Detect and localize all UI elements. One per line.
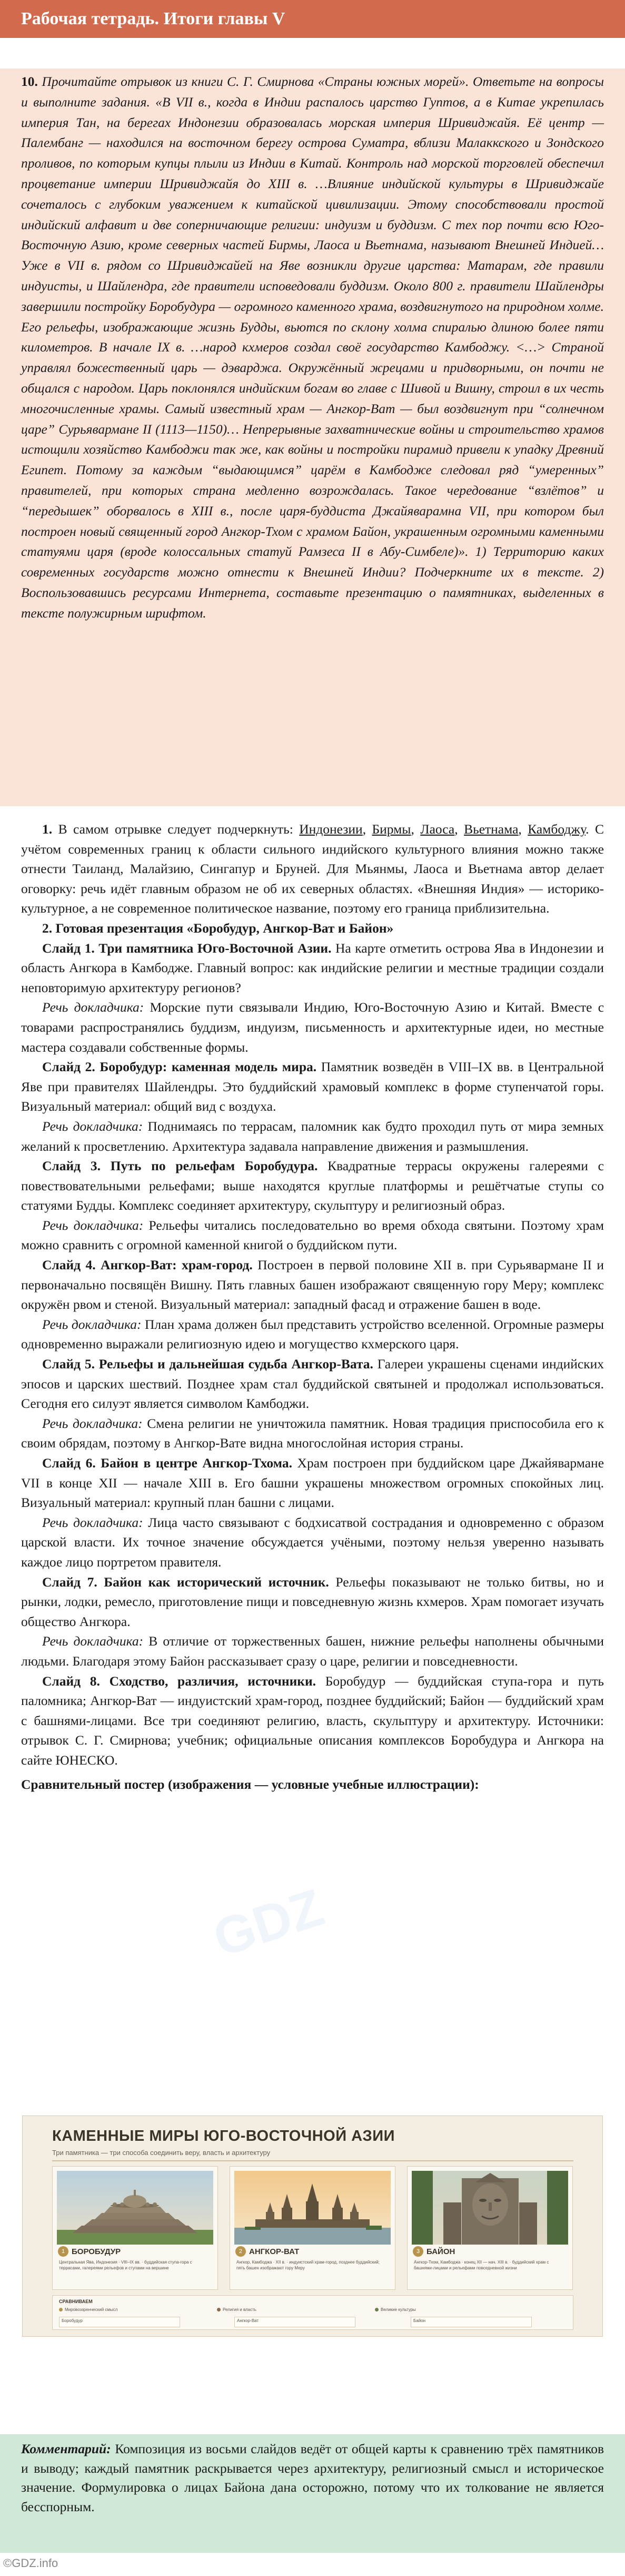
card-name: БАЙОН bbox=[426, 2247, 455, 2256]
borobudur-illustration bbox=[57, 2171, 213, 2245]
comment-box bbox=[0, 2434, 625, 2553]
card-number: 1 bbox=[58, 2246, 68, 2257]
slide-1: Слайд 1. Три памятника Юго-Восточной Азии. На карте отметить острова Ява в Индонезии и область Ангкора в Камбодже. Главный вопрос: как индийские религии и местные традиции создали неповторимую архитектуру регионов? bbox=[21, 940, 604, 995]
card-description: Ангкор, Камбоджа · XII в. · индуистский храм-город, позднее буддийский; пять башен изображают гору Меру bbox=[236, 2260, 380, 2270]
compare-cell: Ангкор-Ват bbox=[234, 2317, 355, 2327]
country-vietnam: Вьетнама bbox=[464, 821, 519, 837]
slide-8: Слайд 8. Сходство, различия, источники. Боробудур — буддийская ступа-гора и путь паломника; Ангкор-Ват — индуистский храм-город, позднее буддийский; Байон — буддийский храм с башнями-лицами. Все три соединяют религию, власть, скульптуру и архитектуру. Источники: отрывок С. Г. Смирнова; учебник; официальные описания комплексов Боробудура и Ангкора на сайте ЮНЕСКО. bbox=[21, 1673, 604, 1768]
card-number: 3 bbox=[413, 2246, 423, 2257]
speech-4: Речь докладчика: План храма должен был представить устройство вселенной. Огромные размеры одновременно выражали религиозную идею и могущество кхмерского царя. bbox=[21, 1316, 604, 1352]
task-body: Прочитайте отрывок из книги С. Г. Смирнова «Страны южных морей». Ответьте на вопросы и выполните задания. «В VII в., когда в Индии распалось царство Гуптов, а в Китае укрепилась империя Тан, на берегах Индонезии образовалась морская империя Шривиджайя. Её центр — Палембанг — находился на восточном берегу острова Суматра, вблизи Малаккского и Зондского проливов, по которым купцы плыли из Индии в Китай. Контроль над морской торговлей обеспечил процветание империи Шривиджайя до XIII в. …Влияние индийской культуры в Шривиджайе сочеталось с глубоким уважением к китайской цивилизации. Этому способствовали простой индийский алфавит и две соперничающие религии: индуизм и буддизм. С тех пор почти всю Юго-Восточную Азию, кроме северных частей Бирмы, Лаоса и Вьетнама, называют Внешней Индией… Уже в VII в. рядом со Шривиджайей на Яве возникли другие царства: Матарам, где правили индуисты, и Шайлендра, где правители исповедовали буддизм. Около 800 г. правители Шайлендры завершили постройку Боробудура — огромного каменного храма, воздвигнутого на природном холме. Его рельефы, изображающие жизнь Будды, вьются по склону холма спиралью длиною более пяти километров. В начале IX в. …народ кхмеров создал своё государство Камбоджу. <…> Страной управлял божественный царь — дэварджа. Окружённый жрецами и придворными, он почти не общался с народом. Царь поклонялся индийским богам во главе с Шивой и Вишну, строил в их честь многочисленные храмы. Самый известный храм — Ангкор-Ват — был воздвигнут при “солнечном царе” Сурьявармане II (1113—1150)… Непрерывные захватнические войны и строительство храмов истощили хозяйство Камбоджи так же, как войны и постройки пирамид привели к упадку Древний Египет. Потому за каждым “выдающимся” царём в Камбодже следовал ряд “умеренных” правителей, при которых страна медленно возрождалась. Такое чередование “взлётов” и “передышек” оборвалось в XIII в., после царя-буддиста Джайяварамна VII, при котором был построен новый священный город Ангкор-Тхом с храмом Байон, украшенным огромными каменными статуями царя (вроде колоссальных статуй Рамзеса II в Абу-Симбеле)». 1) Территорию каких современных государств можно отнести к Внешней Индии? Подчеркните их в тексте. 2) Воспользовавшись ресурсами Интернета, составьте презентацию о памятниках, выделенных в тексте полужирным шрифтом. bbox=[21, 74, 604, 621]
card-number: 2 bbox=[235, 2246, 246, 2257]
task-box bbox=[0, 68, 625, 806]
slide-6: Слайд 6. Байон в центре Ангкор-Тхома. Храм построен при буддийском царе Джайявармане VII в конце XII — начале XIII в. Его башни украшены множеством огромных спокойных лиц. Визуальный материал: крупный план башни с лицами. bbox=[21, 1455, 604, 1511]
comment-text: Композиция из восьми слайдов ведёт от общей карты к сравнению трёх памятников и выводу; каждый памятник раскрывается через архитектуру, религиозный смысл и историческое значение. Формулировка о лицах Байона дана осторожно, потому что их толкование не является бесспорным. bbox=[21, 2441, 604, 2514]
compare-panel bbox=[52, 2295, 573, 2330]
slide-2: Слайд 2. Боробудур: каменная модель мира. Памятник возведён в VIII–IX вв. в Центральной Яве при правителях Шайлендры. Это буддийский храмовый комплекс в форме ступенчатой горы. Визуальный материал: общий вид с воздуха. bbox=[21, 1059, 604, 1114]
comparison-poster bbox=[22, 2115, 603, 2337]
legend-item: Великие культуры bbox=[375, 2307, 416, 2312]
comment-label: Комментарий: bbox=[21, 2441, 111, 2456]
card-name: БОРОБУДУР bbox=[72, 2247, 121, 2256]
legend-dot-icon bbox=[59, 2308, 63, 2311]
card-description: Центральная Ява, Индонезия · VIII–IX вв. · буддийская ступа-гора с террасами, галереями рельефов и ступами на вершине bbox=[59, 2260, 192, 2270]
poster-card-bayon bbox=[407, 2166, 573, 2290]
card-description: Ангкор-Тхом, Камбоджа · конец XII — нач. XIII в. · буддийский храм с башнями-лицами и рельефами повседневной жизни bbox=[414, 2260, 549, 2270]
compare-legend bbox=[59, 2307, 570, 2315]
slide-5: Слайд 5. Рельефы и дальнейшая судьба Ангкор-Вата. Галереи украшены сценами индийских эпосов и царских шествий. Позднее храм стал буддийской святыней и продолжал использоваться. Сегодня его силуэт является символом Камбоджи. bbox=[21, 1356, 604, 1412]
compare-cell: Боробудур bbox=[59, 2317, 180, 2327]
slide-4: Слайд 4. Ангкор-Ват: храм-город. Построен в первой половине XII в. при Сурьявармане II и первоначально посвящён Вишну. Пять главных башен изображают священную гору Меру; комплекс окружён рвом и стеной. Визуальный материал: западный фасад и отражение башен в воде. bbox=[21, 1257, 604, 1313]
header-bar bbox=[0, 0, 625, 38]
poster-card-angkor-wat bbox=[230, 2166, 395, 2290]
speech-6: Речь докладчика: Лица часто связывают с бодхисатвой сострадания и одновременно с образом царской власти. Их точное значение обсуждается учёными, поэтому нельзя уверенно называть каждое лицо портретом правителя. bbox=[21, 1514, 604, 1570]
task-text bbox=[21, 72, 604, 624]
answer-p2: 2. Готовая презентация «Боробудур, Ангкор-Ват и Байон» bbox=[42, 920, 394, 936]
footer-credit: ©GDZ.info bbox=[3, 2557, 58, 2570]
legend-dot-icon bbox=[217, 2308, 221, 2311]
country-laos: Лаоса bbox=[420, 821, 455, 837]
poster-card-borobudur bbox=[52, 2166, 218, 2290]
task-number: 10. bbox=[21, 74, 38, 89]
poster-subtitle: Три памятника — три способа соединить веру, власть и архитектуру bbox=[52, 2149, 271, 2157]
speech-2: Речь докладчика: Поднимаясь по террасам, паломник как будто проходил путь от мира земных желаний к просветлению. Архитектура задавала направление движения и размышления. bbox=[21, 1118, 604, 1154]
angkor-wat-illustration bbox=[234, 2171, 391, 2245]
poster-caption: Сравнительный постер (изображения — условные учебные иллюстрации): bbox=[21, 1776, 479, 1792]
speech-3: Речь докладчика: Рельефы читались последовательно во время обхода святыни. Поэтому храм можно сравнить с огромной каменной книгой о буддийском пути. bbox=[21, 1217, 604, 1253]
watermark: GDZ bbox=[206, 1877, 331, 1968]
slide-3: Слайд 3. Путь по рельефам Боробудура. Квадратные террасы окружены галереями с повествовательными рельефами; выше находятся круглые платформы и решётчатые ступы со статуями Будды. Комплекс соединяет архитектуру, скульптуру и религиозный образ. bbox=[21, 1158, 604, 1213]
compare-title: СРАВНИВАЕМ bbox=[59, 2299, 93, 2304]
page-title: Рабочая тетрадь. Итоги главы V bbox=[21, 9, 285, 28]
speech-5: Речь докладчика: Смена религии не уничтожила памятник. Новая традиция приспособила его к своим обрядам, поэтому в Ангкор-Вате видна многослойная история страны. bbox=[21, 1415, 604, 1451]
country-burma: Бирмы bbox=[372, 821, 411, 837]
country-cambodia: Камбоджу bbox=[528, 821, 586, 837]
poster-title: КАМЕННЫЕ МИРЫ ЮГО-ВОСТОЧНОЙ АЗИИ bbox=[52, 2128, 395, 2144]
legend-item: Религия и власть bbox=[217, 2307, 256, 2312]
compare-cell: Байон bbox=[411, 2317, 532, 2327]
poster-divider bbox=[52, 2160, 573, 2161]
answer-section bbox=[0, 819, 625, 1794]
card-name: АНГКОР-ВАТ bbox=[249, 2247, 300, 2256]
country-indonesia: Индонезии bbox=[299, 821, 363, 837]
slide-7: Слайд 7. Байон как исторический источник. Рельефы показывают не только битвы, но и рынки, лодки, ремесло, приготовление пищи и повседневную жизнь кхмеров. Храм помогает изучать общество Ангкора. bbox=[21, 1574, 604, 1629]
speech-7: Речь докладчика: В отличие от торжественных башен, нижние рельефы наполнены обычными людьми. Благодаря этому Байон рассказывает сразу о царе, религии и повседневности. bbox=[21, 1633, 604, 1669]
bayon-illustration bbox=[412, 2171, 568, 2245]
answer-p1: 1. В самом отрывке следует подчеркнуть: Индонезии, Бирмы, Лаоса, Вьетнама, Камбоджу. С учётом современных границ к области сильного индийского культурного влияния можно также отнести Таиланд, Малайзию, Сингапур и Бруней. Для Мьянмы, Лаоса и Вьетнама автор делает оговорку: речь идёт главным образом не об их северных областях. «Внешняя Индия» — историко-культурное, а не современное политическое название, поэтому его граница приблизительна. bbox=[21, 821, 604, 916]
legend-item: Мировоззренческий смысл bbox=[59, 2307, 117, 2312]
speech-1: Речь докладчика: Морские пути связывали Индию, Юго-Восточную Азию и Китай. Вместе с товарами распространялись буддизм, индуизм, письменность и архитектурные идеи, но местные мастера создавали собственные формы. bbox=[21, 1000, 604, 1055]
legend-dot-icon bbox=[375, 2308, 379, 2311]
